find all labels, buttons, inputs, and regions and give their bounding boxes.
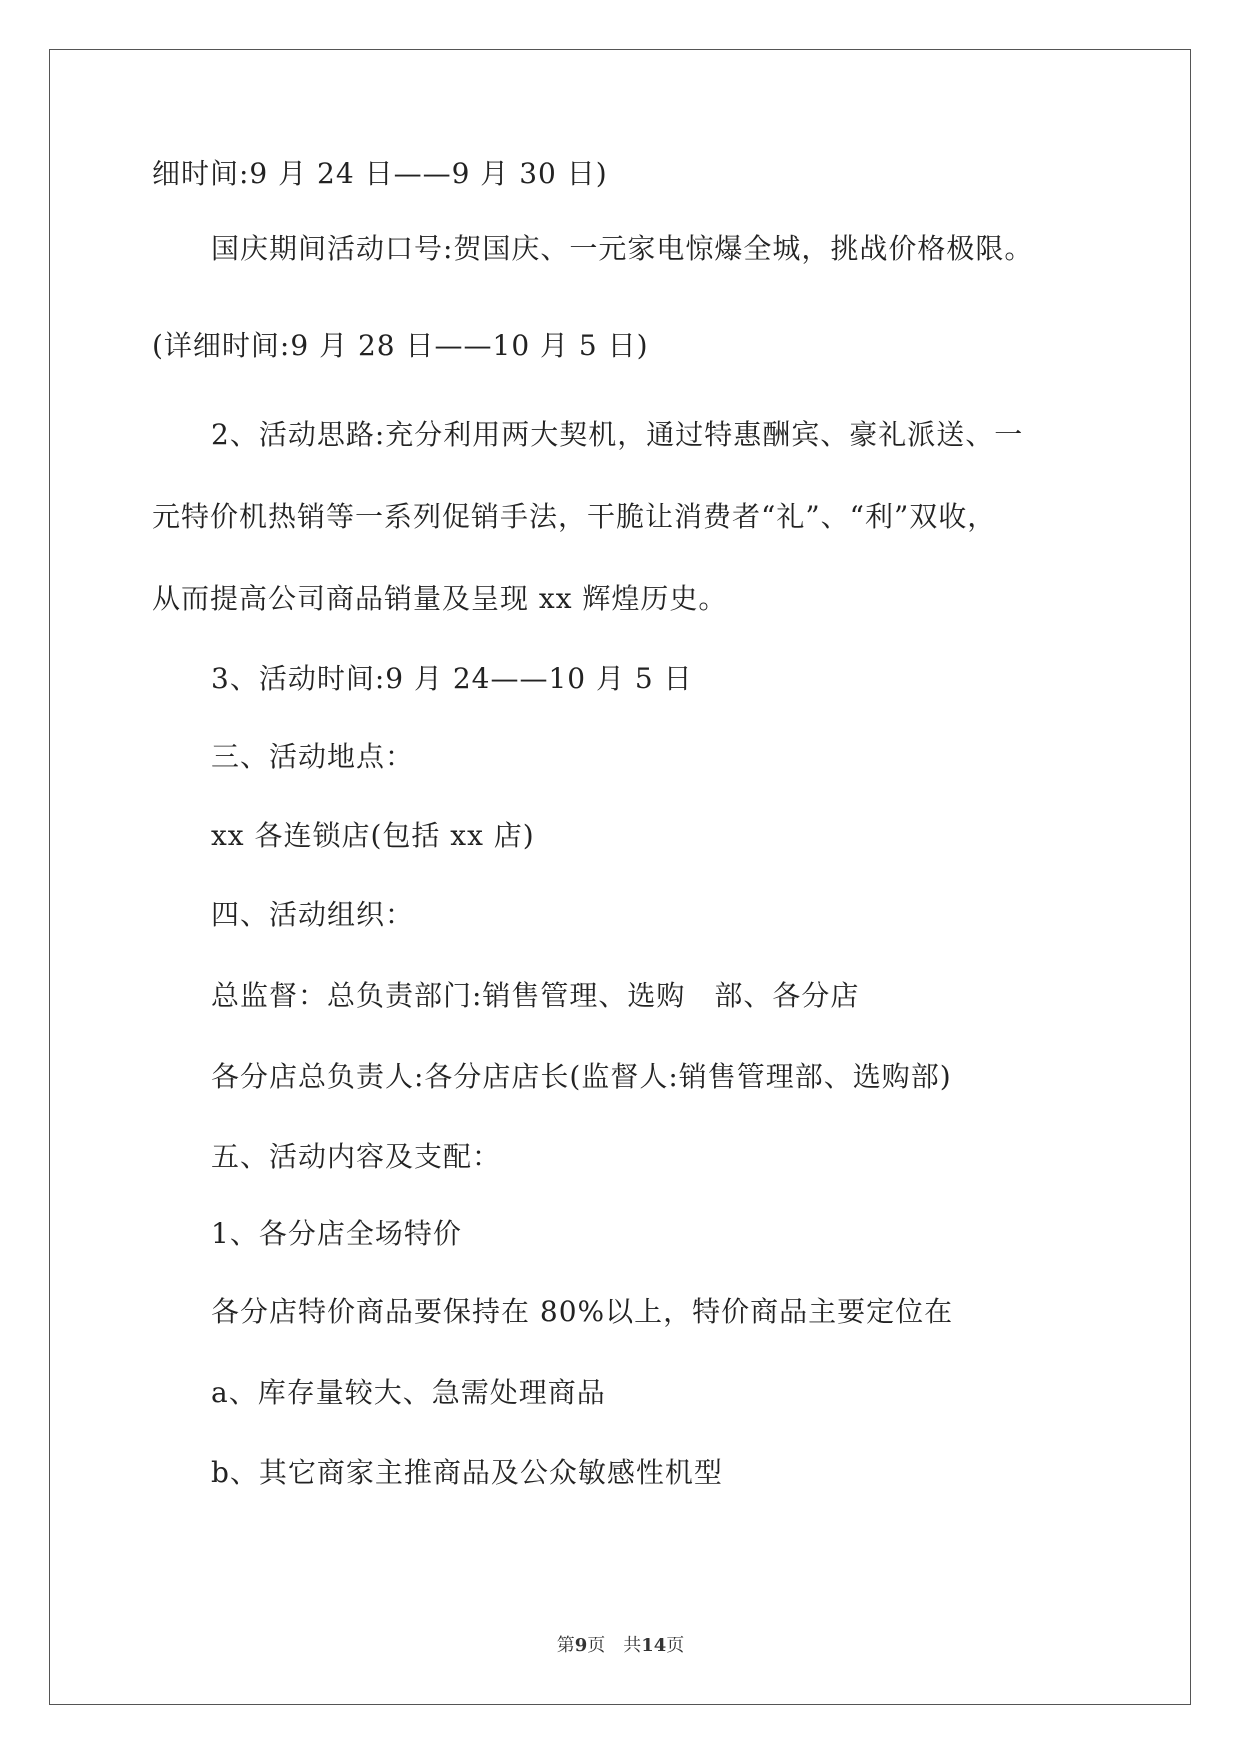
page-number: 9 <box>574 1635 588 1656</box>
text-line: 从而提高公司商品销量及呈现 xx 辉煌历史。 <box>152 582 728 615</box>
text-line: 细时间:9 月 24 日——9 月 30 日) <box>152 157 608 190</box>
text-line: 各分店总负责人:各分店店长(监督人:销售管理部、选购部) <box>211 1060 952 1093</box>
footer-prefix: 第 <box>556 1635 575 1656</box>
text-line: a、库存量较大、急需处理商品 <box>211 1376 606 1409</box>
text-line: b、其它商家主推商品及公众敏感性机型 <box>211 1456 723 1489</box>
text-line: 总监督：总负责部门:销售管理、选购 部、各分店 <box>211 979 860 1012</box>
text-line: 国庆期间活动口号:贺国庆、一元家电惊爆全城，挑战价格极限。 <box>211 232 1034 265</box>
text-line: 各分店特价商品要保持在 80%以上，特价商品主要定位在 <box>211 1295 954 1328</box>
page-footer <box>0 1634 1241 1658</box>
section-heading: 四、活动组织： <box>211 898 415 931</box>
text-line: 1、各分店全场特价 <box>211 1217 462 1250</box>
text-line: 2、活动思路:充分利用两大契机，通过特惠酬宾、豪礼派送、一 <box>211 418 1024 451</box>
text-line: (详细时间:9 月 28 日——10 月 5 日) <box>152 329 649 362</box>
total-pages: 14 <box>641 1635 667 1656</box>
footer-middle: 页 共 <box>587 1635 642 1656</box>
section-heading: 三、活动地点： <box>211 740 415 773</box>
text-line: 3、活动时间:9 月 24——10 月 5 日 <box>211 662 693 695</box>
section-heading: 五、活动内容及支配： <box>211 1140 502 1173</box>
text-line: 元特价机热销等一系列促销手法，干脆让消费者“礼”、“利”双收， <box>152 500 997 533</box>
text-line: xx 各连锁店(包括 xx 店) <box>211 819 535 852</box>
footer-suffix: 页 <box>666 1635 685 1656</box>
